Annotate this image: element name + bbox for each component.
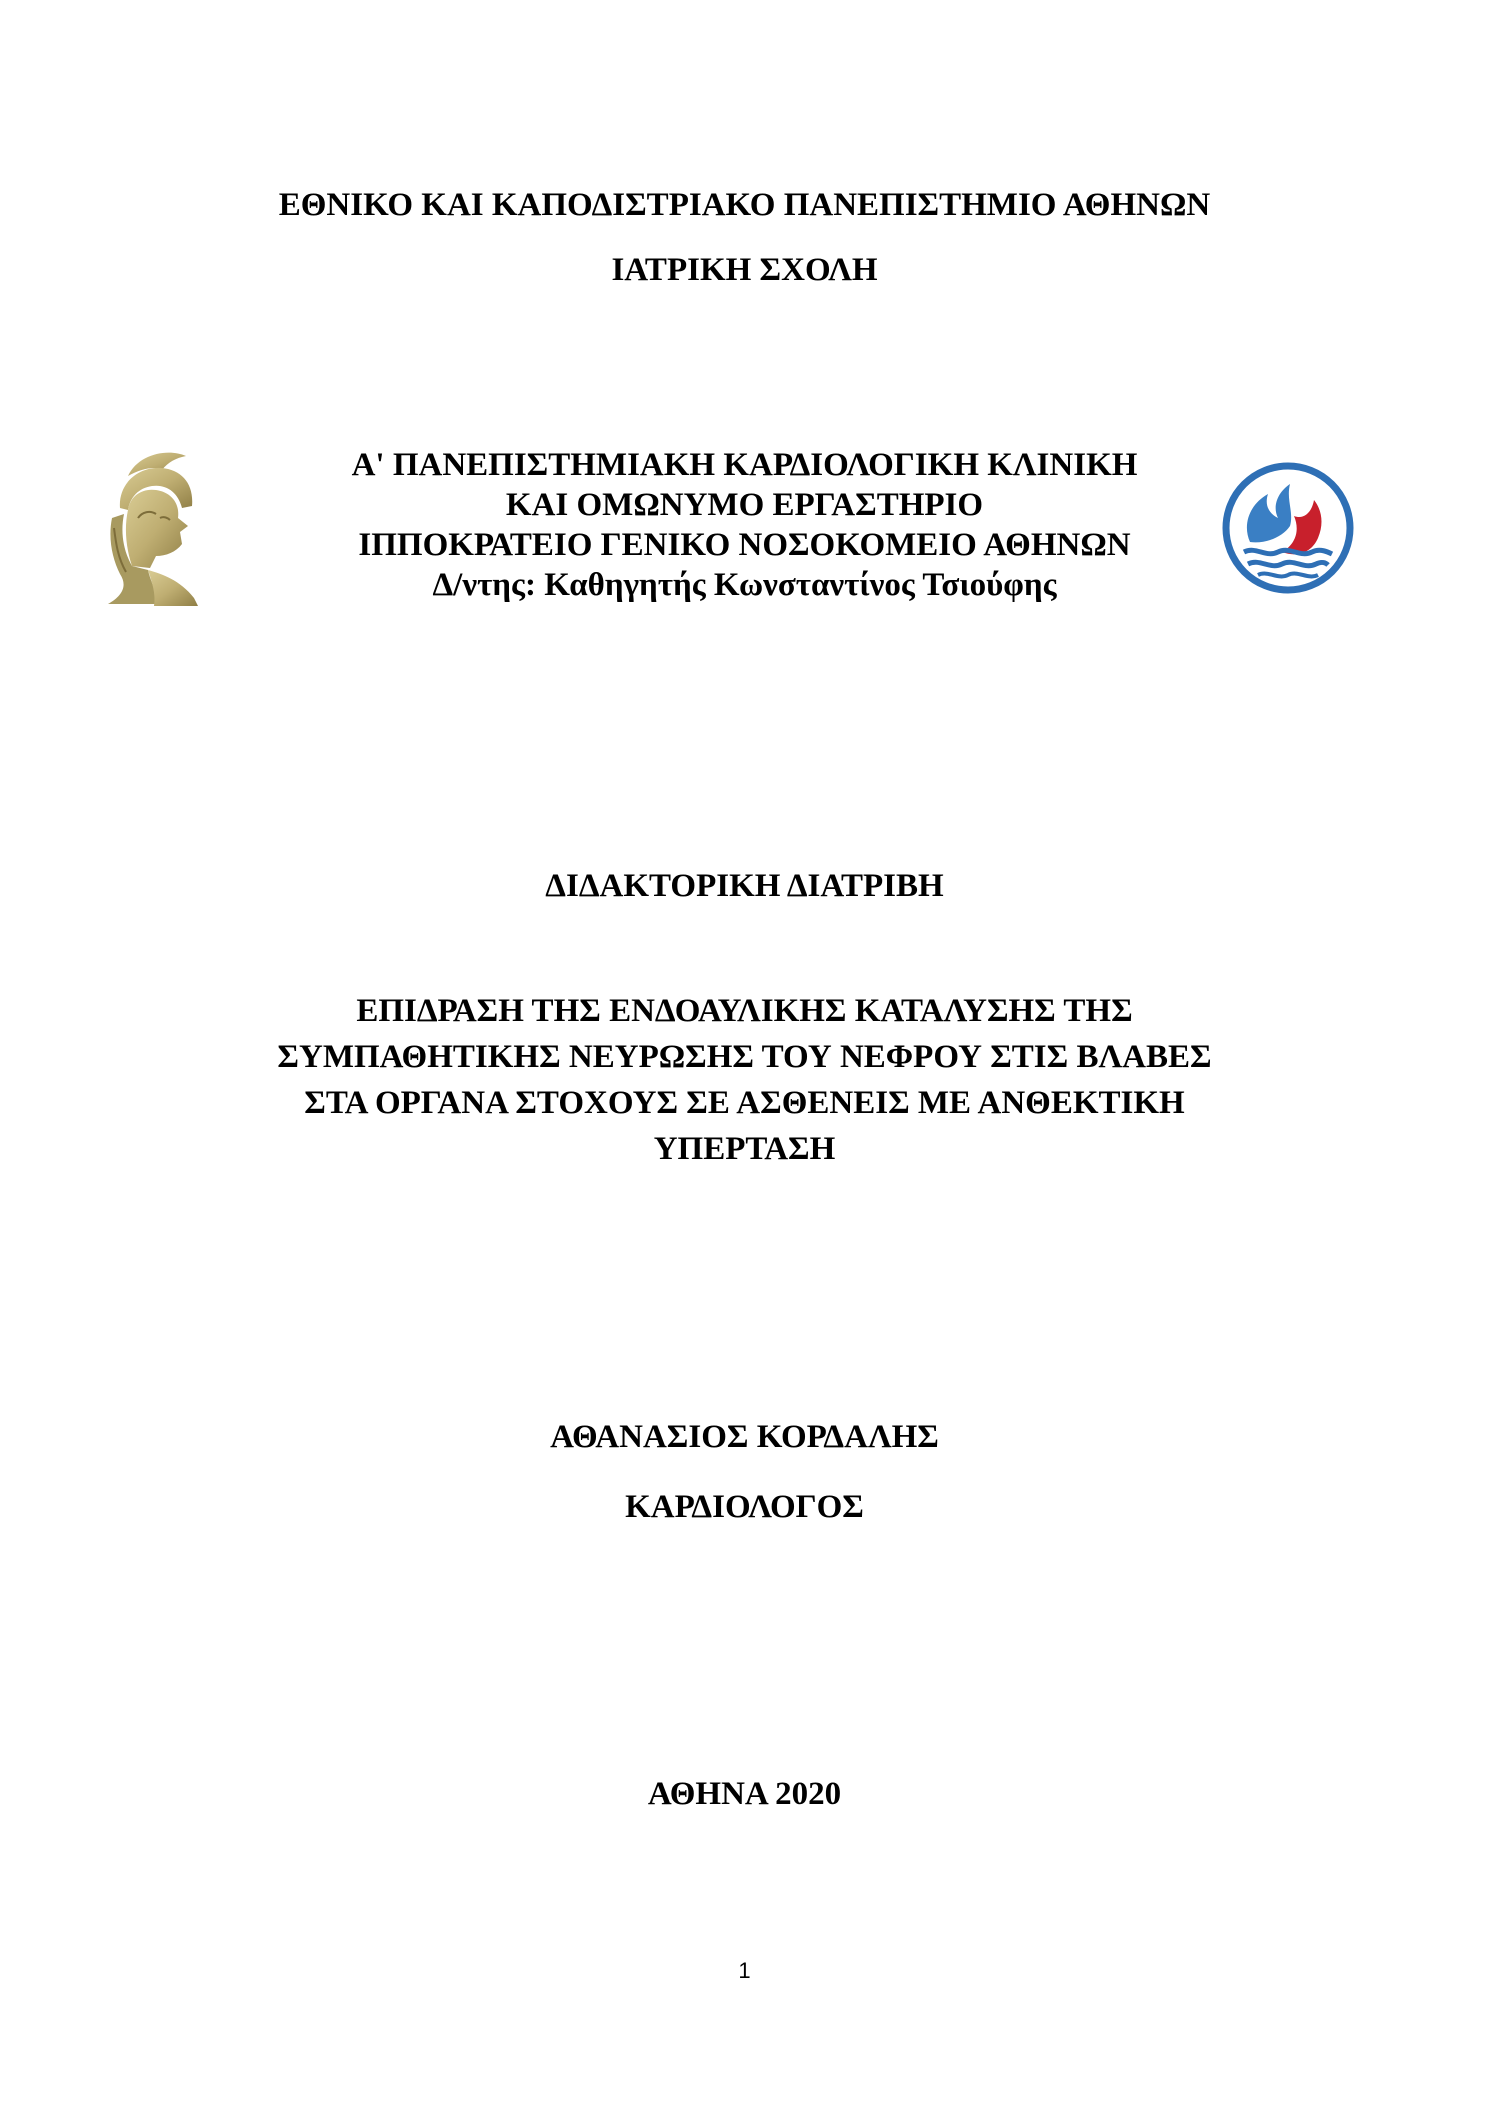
- document-type: ΔΙΔΑΚΤΟΡΙΚΗ ΔΙΑΤΡΙΒΗ: [545, 868, 944, 904]
- page-number: 1: [738, 1958, 751, 1983]
- title-line: ΥΠΕΡΤΑΣΗ: [653, 1131, 836, 1167]
- clinic-line: Α' ΠΑΝΕΠΙΣΤΗΜΙΑΚΗ ΚΑΡΔΙΟΛΟΓΙΚΗ ΚΛΙΝΙΚΗ: [351, 447, 1138, 483]
- title-line: ΣΥΜΠΑΘΗΤΙΚΗΣ ΝΕΥΡΩΣΗΣ ΤΟΥ ΝΕΦΡΟΥ ΣΤΙΣ ΒΛΑΒΕΣ: [277, 1039, 1212, 1075]
- clinic-director: Δ/ντης: Καθηγητής Κωνσταντίνος Τσιούφης: [432, 567, 1057, 603]
- title-line: ΕΠΙΔΡΑΣΗ ΤΗΣ ΕΝΔΟΑΥΛΙΚΗΣ ΚΑΤΑΛΥΣΗΣ ΤΗΣ: [356, 993, 1133, 1029]
- university-name: ΕΘΝΙΚΟ ΚΑΙ ΚΑΠΟΔΙΣΤΡΙΑΚΟ ΠΑΝΕΠΙΣΤΗΜΙΟ ΑΘΗΝΩΝ: [278, 187, 1211, 223]
- author-title: ΚΑΡΔΙΟΛΟΓΟΣ: [625, 1489, 864, 1525]
- thesis-title: [0, 988, 1489, 1172]
- school-name: ΙΑΤΡΙΚΗ ΣΧΟΛΗ: [611, 252, 878, 288]
- author-name: ΑΘΑΝΑΣΙΟΣ ΚΟΡΔΑΛΗΣ: [550, 1419, 939, 1455]
- title-line: ΣΤΑ ΟΡΓΑΝΑ ΣΤΟΧΟΥΣ ΣΕ ΑΣΘΕΝΕΙΣ ΜΕ ΑΝΘΕΚΤΙΚΗ: [304, 1085, 1185, 1121]
- hippocratio-flame-logo-icon: [1220, 460, 1356, 596]
- place-year: ΑΘΗΝΑ 2020: [647, 1776, 842, 1812]
- clinic-line: ΚΑΙ ΟΜΩΝΥΜΟ ΕΡΓΑΣΤΗΡΙΟ: [505, 487, 984, 523]
- clinic-line: ΙΠΠΟΚΡΑΤΕΙΟ ΓΕΝΙΚΟ ΝΟΣΟΚΟΜΕΙΟ ΑΘΗΝΩΝ: [358, 527, 1131, 563]
